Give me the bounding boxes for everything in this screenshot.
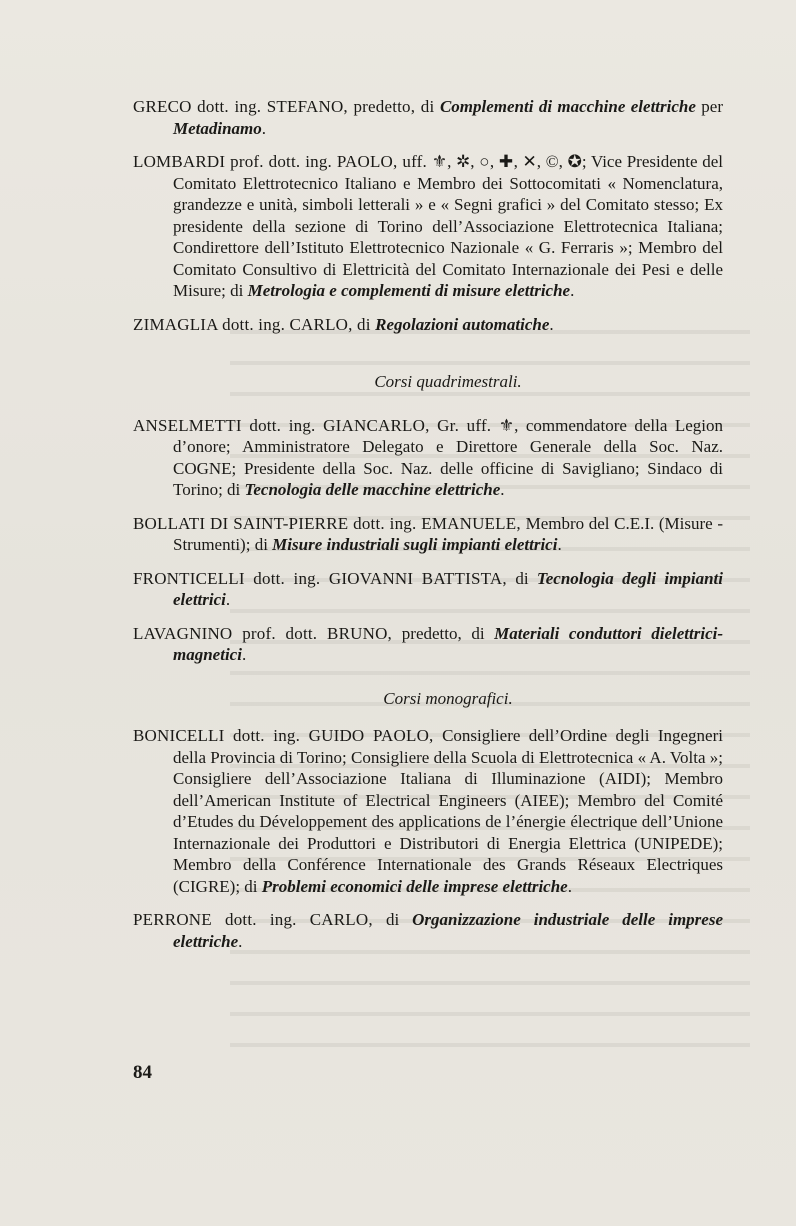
course-subject-2: Metadinamo xyxy=(173,118,262,138)
entry-name: PERRONE dott. ing. CARLO, xyxy=(133,910,386,929)
section-heading-quadrimestrali: Corsi quadrimestrali. xyxy=(374,372,522,391)
course-subject: Misure industriali sugli impianti elettrici xyxy=(272,535,558,554)
entry-name: LAVAGNINO prof. dott. BRUNO, xyxy=(133,623,402,643)
honor-symbols: ⚜ xyxy=(498,415,515,435)
entry-anselmetti xyxy=(133,415,723,501)
entry-text: Consigliere dell’Ordine degli Ingegneri della Provincia di Torino; Consigliere della Scuola di Elettrotecnica « A. Volta »; Consigliere dell’Associazione Italiana di Illuminazione (AIDI); Membro dell’American Institute of Electrical Engineers (AIEE); Membro del Comité d’Etudes du Développement des applications de l’énergie électrique dell’Unione Internazionale dei Produttori e Distributori di Energia Elettrica (UNIPEDE); Membro della Conférence Internationale des Grands Réseaux Electriques (CIGRE); di xyxy=(173,726,723,896)
entry-perrone xyxy=(133,909,723,952)
entry-bonicelli xyxy=(133,725,723,897)
entry-end: . xyxy=(261,118,267,138)
entry-fronticelli xyxy=(133,568,723,611)
entry-end: . xyxy=(549,314,554,334)
entry-name: ANSELMETTI dott. ing. GIANCARLO, Gr. uff. xyxy=(133,415,499,435)
entry-name: BONICELLI dott. ing. GUIDO PAOLO, xyxy=(133,726,443,745)
entry-text: per xyxy=(695,97,723,116)
entry-text: predetto, di xyxy=(401,623,495,643)
entry-name: GRECO dott. ing. STEFANO, predetto, di xyxy=(133,97,440,116)
entry-end: . xyxy=(238,931,243,951)
entry-lombardi xyxy=(133,151,723,302)
course-subject: Complementi di macchine elettriche xyxy=(439,97,696,116)
entry-text: , commendatore della Legion d’onore; Amministratore Delegato e Direttore Generale della Soc. Naz. COGNE; Presidente della Soc. Naz. delle officine di Savigliano; Sindaco di Torino; di xyxy=(173,415,724,499)
entry-end: . xyxy=(500,480,505,499)
entry-name: FRONTICELLI dott. ing. GIOVANNI BATTISTA, xyxy=(133,568,516,588)
section-heading-monografici: Corsi monografici. xyxy=(383,688,513,708)
entry-end: . xyxy=(570,281,575,300)
entry-name: LOMBARDI prof. dott. ing. PAOLO, uff. xyxy=(133,152,432,171)
course-subject: Regolazioni automatiche xyxy=(375,314,550,334)
entry-text: ; Vice Presidente del Comitato Elettrotecnico Italiano e Membro dei Sottocomitati « Nomenclatura, grandezze e unità, simboli letterali » e « Segni grafici » del Comitato stesso; Ex presidente della sezione di Torino dell’Associazione Elettrotecnica Italiana; Condirettore dell’Istituto Elettrotecnico Nazionale « G. Ferraris »; Membro del Comitato Consultivo di Elettricità del Comitato Internazionale dei Pesi e delle Misure; di xyxy=(173,152,723,300)
course-subject: Materiali conduttori dielettrici-magnetici xyxy=(173,623,723,664)
entry-zimaglia xyxy=(133,314,723,336)
course-subject: Organizzazione industriale delle imprese elettriche xyxy=(173,910,723,951)
course-subject: Tecnologia degli impianti elettrici xyxy=(173,568,723,609)
course-subject: Problemi economici delle imprese elettriche xyxy=(261,876,568,896)
entry-end: . xyxy=(567,876,572,896)
entry-bollati xyxy=(133,513,723,556)
course-subject: Tecnologia delle macchine elettriche xyxy=(244,480,501,499)
page-number: 84 xyxy=(133,1062,152,1083)
entry-text: Membro del C.E.I. (Misure - Strumenti); di xyxy=(173,513,723,554)
entry-end: . xyxy=(557,535,562,554)
page-body xyxy=(133,96,723,964)
entry-text: di xyxy=(515,568,537,588)
entry-name: BOLLATI DI SAINT-PIERRE dott. ing. EMANUELE, xyxy=(133,513,526,533)
entry-end: . xyxy=(241,645,247,664)
entry-end: . xyxy=(225,590,231,609)
entry-name: ZIMAGLIA dott. ing. CARLO, di xyxy=(133,314,376,334)
entry-greco xyxy=(133,96,723,139)
entry-lavagnino xyxy=(133,623,723,666)
course-subject: Metrologia e complementi di misure elettriche xyxy=(247,281,571,300)
honor-symbols: ⚜, ✲, ○, ✚, ✕, ©, ✪ xyxy=(431,152,582,171)
entry-text: di xyxy=(385,910,413,929)
